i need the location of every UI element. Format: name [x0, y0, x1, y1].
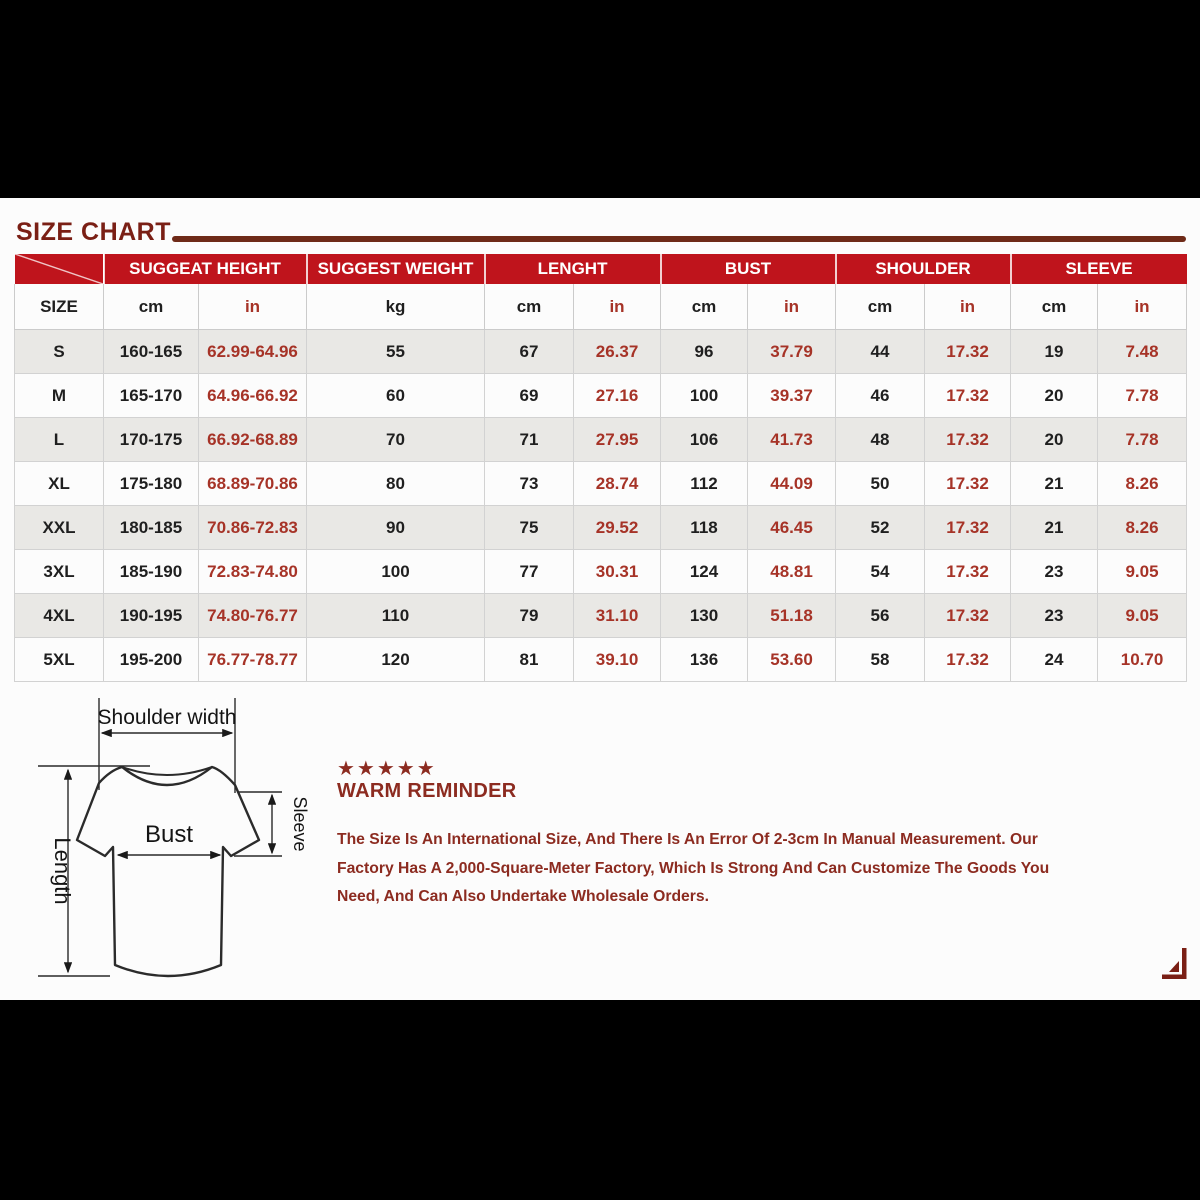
value-cell: 54 [836, 550, 925, 594]
value-cell: 28.74 [574, 462, 661, 506]
table-row [15, 506, 1187, 550]
unit-header: in [574, 284, 661, 330]
unit-header: cm [836, 284, 925, 330]
shoulder-width-label: Shoulder width [97, 706, 237, 729]
warm-reminder-text: The Size Is An International Size, And There Is An Error Of 2-3cm In Manual Measurement. Our Factory Has A 2,000-Square-Meter Factory, Which Is Strong And Can Customize The Goods You Need, And Can Also Undertake Wholesale Orders. [337, 831, 1050, 905]
group-header-shoulder: SHOULDER [836, 254, 1011, 284]
table-row [15, 638, 1187, 682]
value-cell: 20 [1011, 418, 1098, 462]
value-cell: 185-190 [104, 550, 199, 594]
value-cell: 120 [307, 638, 485, 682]
value-cell: 195-200 [104, 638, 199, 682]
group-header-suggest-height: SUGGEAT HEIGHT [104, 254, 307, 284]
value-cell: 76.77-78.77 [199, 638, 307, 682]
value-cell: 10.70 [1098, 638, 1187, 682]
value-cell: 81 [485, 638, 574, 682]
value-cell: 110 [307, 594, 485, 638]
unit-header: cm [661, 284, 748, 330]
value-cell: 7.48 [1098, 330, 1187, 374]
group-header-sleeve: SLEEVE [1011, 254, 1187, 284]
content-panel [0, 198, 1200, 1000]
value-cell: 100 [661, 374, 748, 418]
value-cell: 17.32 [925, 330, 1011, 374]
value-cell: 46.45 [748, 506, 836, 550]
unit-header: cm [104, 284, 199, 330]
tshirt-outline-icon [77, 767, 259, 976]
diagonal-line-icon [15, 254, 103, 284]
value-cell: 68.89-70.86 [199, 462, 307, 506]
value-cell: 17.32 [925, 594, 1011, 638]
value-cell: 23 [1011, 594, 1098, 638]
value-cell: 71 [485, 418, 574, 462]
value-cell: 56 [836, 594, 925, 638]
value-cell: 64.96-66.92 [199, 374, 307, 418]
value-cell: 17.32 [925, 638, 1011, 682]
value-cell: 106 [661, 418, 748, 462]
value-cell: 70 [307, 418, 485, 462]
value-cell: 55 [307, 330, 485, 374]
value-cell: 74.80-76.77 [199, 594, 307, 638]
value-cell: 44.09 [748, 462, 836, 506]
unit-header-row [15, 284, 1187, 330]
table-row [15, 330, 1187, 374]
value-cell: 180-185 [104, 506, 199, 550]
group-header-bust: BUST [661, 254, 836, 284]
value-cell: 190-195 [104, 594, 199, 638]
value-cell: 58 [836, 638, 925, 682]
unit-header: SIZE [15, 284, 104, 330]
value-cell: 8.26 [1098, 462, 1187, 506]
bust-label: Bust [144, 821, 194, 848]
value-cell: 7.78 [1098, 418, 1187, 462]
value-cell: 31.10 [574, 594, 661, 638]
value-cell: 170-175 [104, 418, 199, 462]
value-cell: 67 [485, 330, 574, 374]
value-cell: 19 [1011, 330, 1098, 374]
table-row [15, 462, 1187, 506]
value-cell: 62.99-64.96 [199, 330, 307, 374]
value-cell: 27.95 [574, 418, 661, 462]
group-header-row [15, 254, 1187, 284]
table-row [15, 594, 1187, 638]
value-cell: 7.78 [1098, 374, 1187, 418]
value-cell: 23 [1011, 550, 1098, 594]
group-header-length: LENGHT [485, 254, 661, 284]
title-divider [172, 236, 1186, 242]
size-cell: S [15, 330, 104, 374]
value-cell: 51.18 [748, 594, 836, 638]
value-cell: 136 [661, 638, 748, 682]
table-row [15, 550, 1187, 594]
value-cell: 24 [1011, 638, 1098, 682]
size-table [14, 254, 1187, 682]
value-cell: 8.26 [1098, 506, 1187, 550]
unit-header: kg [307, 284, 485, 330]
page-title: SIZE CHART [16, 218, 171, 246]
value-cell: 165-170 [104, 374, 199, 418]
value-cell: 53.60 [748, 638, 836, 682]
value-cell: 20 [1011, 374, 1098, 418]
value-cell: 37.79 [748, 330, 836, 374]
value-cell: 90 [307, 506, 485, 550]
sleeve-label: Sleeve [290, 796, 310, 852]
value-cell: 60 [307, 374, 485, 418]
value-cell: 39.10 [574, 638, 661, 682]
size-cell: M [15, 374, 104, 418]
value-cell: 124 [661, 550, 748, 594]
value-cell: 72.83-74.80 [199, 550, 307, 594]
five-star-icon: ★★★★★ [337, 758, 437, 780]
corner-bracket-icon [1162, 948, 1188, 980]
group-header-suggest-weight: SUGGEST WEIGHT [307, 254, 485, 284]
tshirt-measurement-diagram [8, 695, 330, 1000]
value-cell: 130 [661, 594, 748, 638]
unit-header: in [199, 284, 307, 330]
value-cell: 52 [836, 506, 925, 550]
value-cell: 66.92-68.89 [199, 418, 307, 462]
unit-header: cm [1011, 284, 1098, 330]
value-cell: 21 [1011, 506, 1098, 550]
warm-reminder-title: WARM REMINDER [337, 780, 517, 802]
value-cell: 100 [307, 550, 485, 594]
value-cell: 69 [485, 374, 574, 418]
value-cell: 118 [661, 506, 748, 550]
value-cell: 79 [485, 594, 574, 638]
unit-header: cm [485, 284, 574, 330]
value-cell: 27.16 [574, 374, 661, 418]
value-cell: 70.86-72.83 [199, 506, 307, 550]
size-cell: L [15, 418, 104, 462]
size-cell: 4XL [15, 594, 104, 638]
value-cell: 75 [485, 506, 574, 550]
value-cell: 17.32 [925, 506, 1011, 550]
unit-header: in [925, 284, 1011, 330]
value-cell: 48 [836, 418, 925, 462]
unit-header: in [1098, 284, 1187, 330]
value-cell: 21 [1011, 462, 1098, 506]
value-cell: 160-165 [104, 330, 199, 374]
value-cell: 17.32 [925, 418, 1011, 462]
value-cell: 73 [485, 462, 574, 506]
top-letterbox [0, 0, 1200, 198]
length-label: Length [50, 837, 75, 905]
bottom-letterbox [0, 1000, 1200, 1200]
value-cell: 96 [661, 330, 748, 374]
size-table-body [15, 330, 1187, 682]
value-cell: 48.81 [748, 550, 836, 594]
unit-header: in [748, 284, 836, 330]
value-cell: 29.52 [574, 506, 661, 550]
value-cell: 17.32 [925, 550, 1011, 594]
table-row [15, 374, 1187, 418]
value-cell: 46 [836, 374, 925, 418]
value-cell: 9.05 [1098, 550, 1187, 594]
size-cell: XXL [15, 506, 104, 550]
value-cell: 77 [485, 550, 574, 594]
size-cell: XL [15, 462, 104, 506]
value-cell: 39.37 [748, 374, 836, 418]
value-cell: 26.37 [574, 330, 661, 374]
value-cell: 175-180 [104, 462, 199, 506]
value-cell: 30.31 [574, 550, 661, 594]
value-cell: 112 [661, 462, 748, 506]
size-cell: 3XL [15, 550, 104, 594]
value-cell: 41.73 [748, 418, 836, 462]
table-row [15, 418, 1187, 462]
size-corner-cell [15, 254, 104, 284]
value-cell: 44 [836, 330, 925, 374]
value-cell: 80 [307, 462, 485, 506]
value-cell: 17.32 [925, 374, 1011, 418]
value-cell: 9.05 [1098, 594, 1187, 638]
value-cell: 17.32 [925, 462, 1011, 506]
value-cell: 50 [836, 462, 925, 506]
size-cell: 5XL [15, 638, 104, 682]
